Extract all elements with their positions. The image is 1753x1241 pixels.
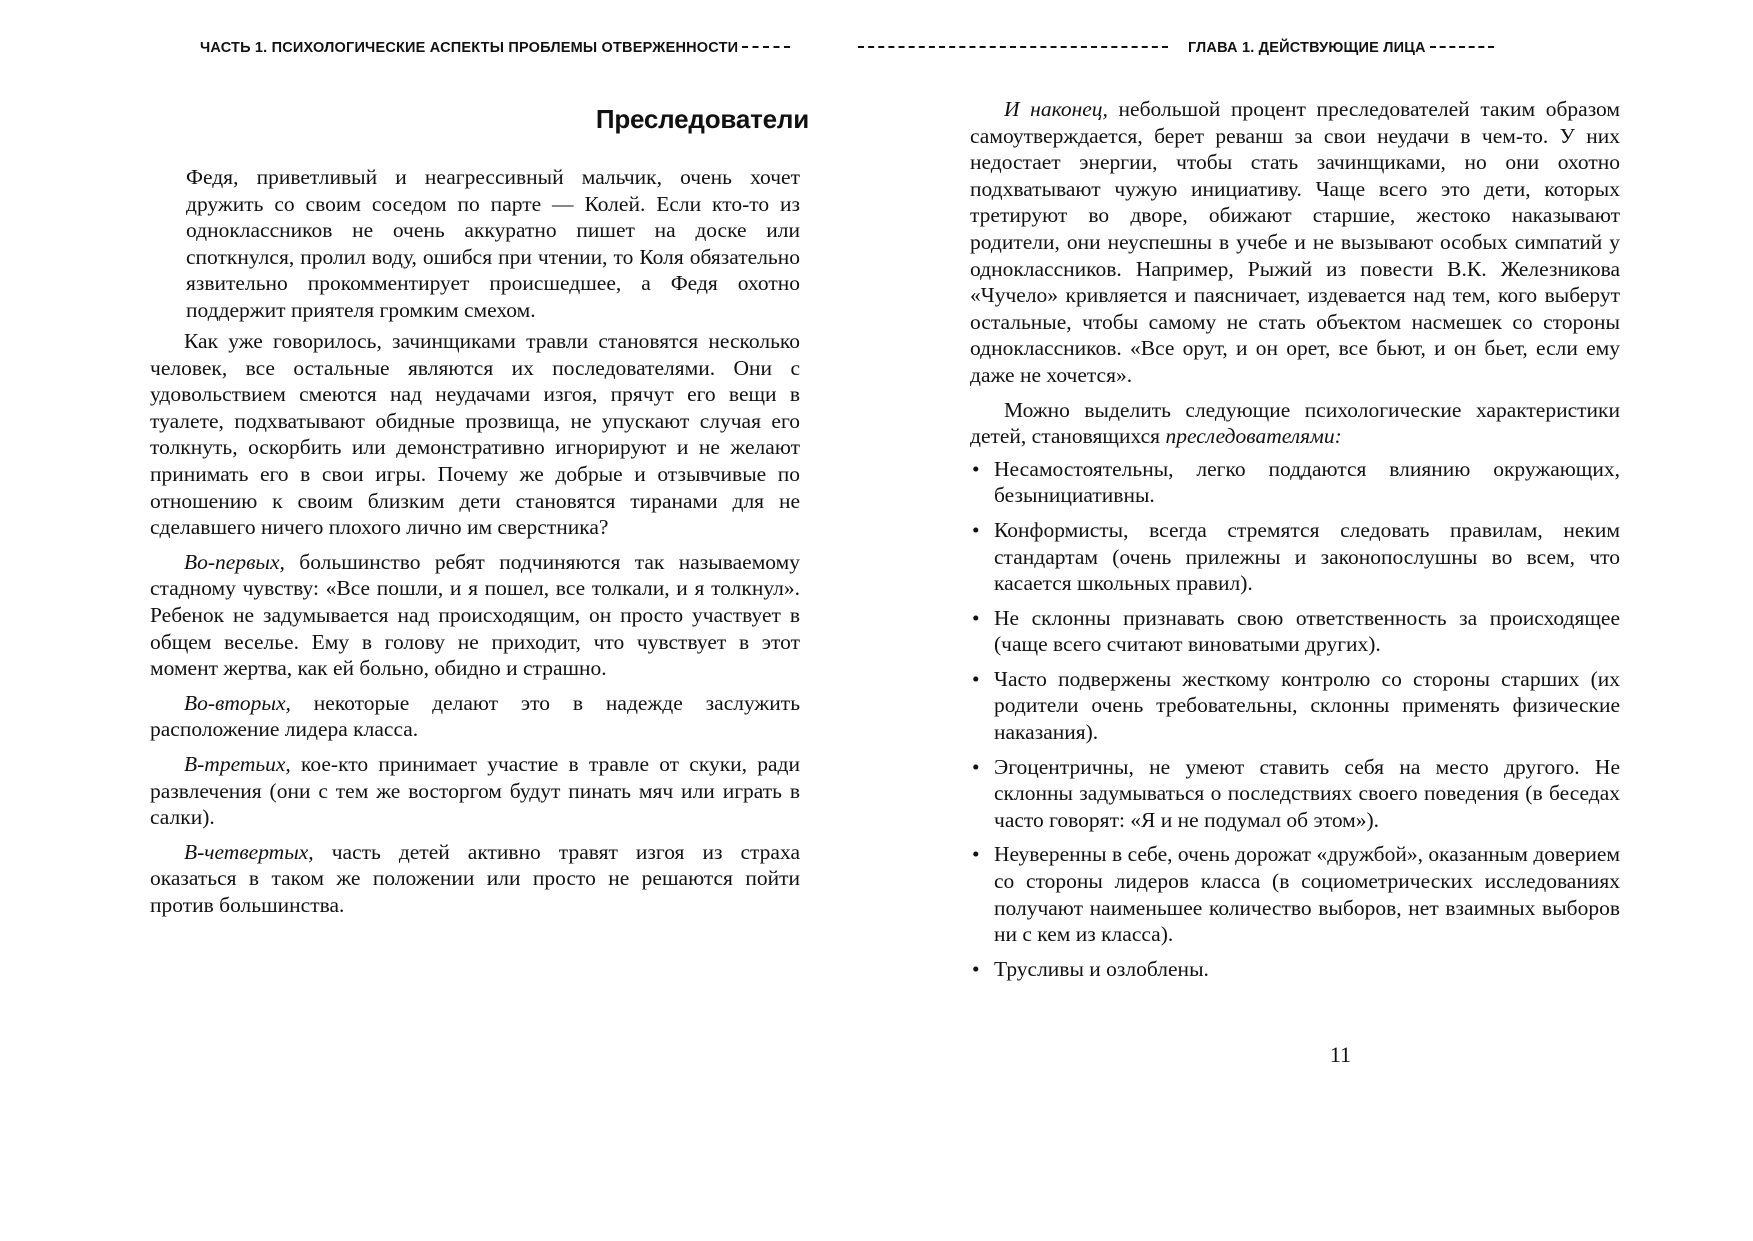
text-secondly: некоторые делают это в надежде заслужить расположение лидера класса. xyxy=(150,690,800,742)
lead-firstly: Во-первых, xyxy=(184,549,285,574)
running-head-left-text: ЧАСТЬ 1. ПСИХОЛОГИЧЕСКИЕ АСПЕКТЫ ПРОБЛЕМЫ ОТВЕРЖЕННОСТИ xyxy=(200,40,739,56)
page-number: 11 xyxy=(1329,1042,1351,1067)
lead-thirdly: В-третьих, xyxy=(184,751,291,776)
epigraph: Федя, приветливый и неагрессивный мальчик, очень хочет дружить со своим соседом по парте — Колей. Если кто-то из одноклассников не очень аккуратно пишет на доске или споткнулся, пролил воду, ошибся при чтении, то Коля обязательно язвительно прокомментирует происшедшее, а Федя охотно поддержит приятеля громким смехом. xyxy=(186,165,800,322)
text-finally: небольшой процент преследователей таким образом самоутверждается, берет реванш за свои неудачи в чем-то. У них недостает энергии, чтобы стать зачинщиками, но они охотно подхватывают чужую инициативу. Чаще всего это дети, которых третируют во дворе, обижают старшие, жестоко наказывают родители, они неуспешны в учебе и не вызывают особых симпатий у одноклассников. Например, Рыжий из повести В.К. Железникова «Чучело» кривляется и паясничает, издевается над тем, кого выберут остальные, чтобы самому не стать объектом насмешек со стороны одноклассников. «Все орут, и он орет, все бьют, и он бьет, если ему даже не хочется». xyxy=(970,97,1621,387)
left-page xyxy=(0,0,876,1241)
running-head-right-text: ГЛАВА 1. ДЕЙСТВУЮЩИЕ ЛИЦА xyxy=(1188,40,1426,56)
list-item: • Неуверенны в себе, очень дорожат «дружбой», оказанным доверием со стороны лидеров класса (в социометрических исследованиях получают наименьшее количество выборов, нет взаимных выборов ни с кем из класса). xyxy=(970,841,1620,947)
list-item: • Эгоцентричны, не умеют ставить себя на место другого. Не склонны задумываться о последствиях своего поведения (в беседах часто говорят: «Я и не подумал об этом»). xyxy=(970,754,1620,834)
paragraph-fourthly xyxy=(150,839,800,919)
list-item: • Часто подвержены жесткому контролю со стороны старших (их родители очень требовательны, склонны применять физические наказания). xyxy=(970,666,1620,746)
text-firstly: большинство ребят подчиняются так называемому стадному чувству: «Все пошли, и я пошел, все толкали, и я толкнул». Ребенок не задумывается над происходящим, он просто участвует в общем веселье. Ему в голову не приходит, что чувствует в этот момент жертва, как ей больно, обидно и страшно. xyxy=(150,549,800,681)
term-persecutors: преследователями: xyxy=(1165,424,1342,449)
lead-secondly: Во-вторых, xyxy=(184,690,291,715)
paragraph-thirdly xyxy=(150,751,800,831)
running-head-rule xyxy=(1430,46,1494,48)
paragraph-characteristics xyxy=(970,397,1620,450)
running-head-rule xyxy=(742,46,790,48)
lead-finally: И наконец, xyxy=(1004,97,1108,121)
paragraph-intro: Как уже говорилось, зачинщиками травли становятся несколько человек, все остальные являются их последователями. Они с удовольствием смеются над неудачами изгоя, прячут его вещи в туалете, подхватывают обидные прозвища, не упускают случая его толкнуть, оскорбить или демонстративно игнорируют и не желают принимать его в свои игры. Почему же добрые и отзывчивые по отношению к своим близким дети становятся тиранами для не сделавшего ничего плохого лично им сверстника? xyxy=(150,329,800,540)
list-item: • Трусливы и озлоблены. xyxy=(970,956,1620,983)
running-head-right xyxy=(854,40,1498,56)
lead-fourthly: В-четвертых, xyxy=(184,839,314,864)
left-body-column xyxy=(150,328,800,918)
characteristics-list xyxy=(970,456,1620,983)
right-page xyxy=(876,0,1753,1241)
right-text-column xyxy=(970,96,1620,990)
list-item: • Несамостоятельны, легко поддаются влиянию окружающих, безынициативны. xyxy=(970,456,1620,509)
text-fourthly: часть детей активно травят изгоя из страха оказаться в таком же положении или просто не решаются пойти против большинства. xyxy=(150,839,800,917)
left-text-column xyxy=(150,164,800,324)
list-item: • Не склонны признавать свою ответственность за происходящее (чаще всего считают виноватыми других). xyxy=(970,605,1620,658)
paragraph-firstly xyxy=(150,549,800,682)
paragraph-secondly xyxy=(150,690,800,743)
list-item: • Конформисты, всегда стремятся следовать правилам, неким стандартам (очень прилежны и законопослушны во всем, что касается школьных правил). xyxy=(970,517,1620,597)
running-head-rule xyxy=(858,46,1168,48)
section-title: Преследователи xyxy=(595,104,809,134)
running-head-left xyxy=(200,40,794,56)
text-thirdly: кое-кто принимает участие в травле от скуки, ради развлечения (они с тем же восторгом будут пинать мяч или играть в салки). xyxy=(150,751,800,830)
paragraph-finally xyxy=(970,96,1620,389)
text-characteristics: Можно выделить следующие психологические характеристики детей, становящихся xyxy=(970,397,1620,449)
